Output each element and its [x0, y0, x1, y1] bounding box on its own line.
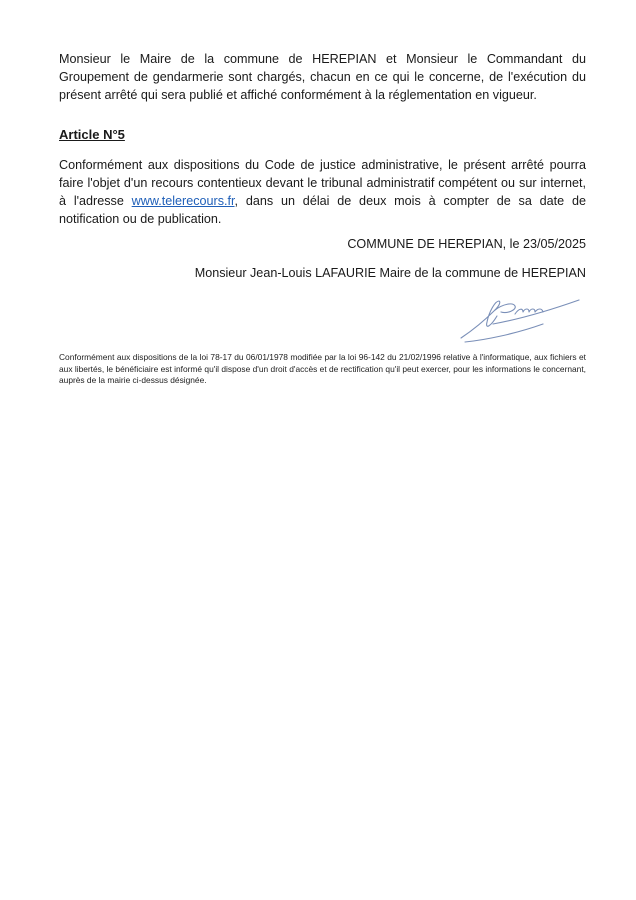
- signature-stroke-main: [461, 301, 500, 338]
- handwritten-signature: [455, 296, 585, 346]
- recours-text-start: Conformément aux dispositions du Code de justice administrative, le présent arrêté pourra faire l'objet d'un recours contentieux devant le tribunal administratif compétent ou sur internet, à l'adresse: [59, 158, 586, 208]
- recours-paragraph: [59, 156, 586, 228]
- execution-paragraph: Monsieur le Maire de la commune de HEREPIAN et Monsieur le Commandant du Groupement de gendarmerie sont chargés, chacun en ce qui le concerne, de l'exécution du présent arrêté qui sera publié et affiché conformément à la réglementation en vigueur.: [59, 52, 586, 102]
- signatory-line: Monsieur Jean-Louis LAFAURIE Maire de la commune de HEREPIAN: [194, 266, 586, 280]
- article-5-heading: Article N°5: [59, 127, 125, 142]
- data-protection-footnote: Conformément aux dispositions de la loi 78-17 du 06/01/1978 modifiée par la loi 96-142 du 21/02/1996 relative à l'informatique, aux fichiers et aux libertés, le bénéficiaire est informé qu'il dispose d'un droit d'accès et de rectification qu'il peut exercer, pour les informations le concernant, auprès de la mairie ci-dessus désignée.: [59, 352, 586, 385]
- recours-text-end: , dans un délai de deux mois à compter de sa date de notification ou de publication.: [59, 194, 586, 226]
- signature-stroke-underline: [493, 300, 579, 324]
- telerecours-link[interactable]: www.telerecours.fr: [131, 194, 235, 208]
- place-and-date: COMMUNE DE HEREPIAN, le 23/05/2025: [347, 237, 586, 251]
- signature-stroke-loop: [495, 304, 515, 313]
